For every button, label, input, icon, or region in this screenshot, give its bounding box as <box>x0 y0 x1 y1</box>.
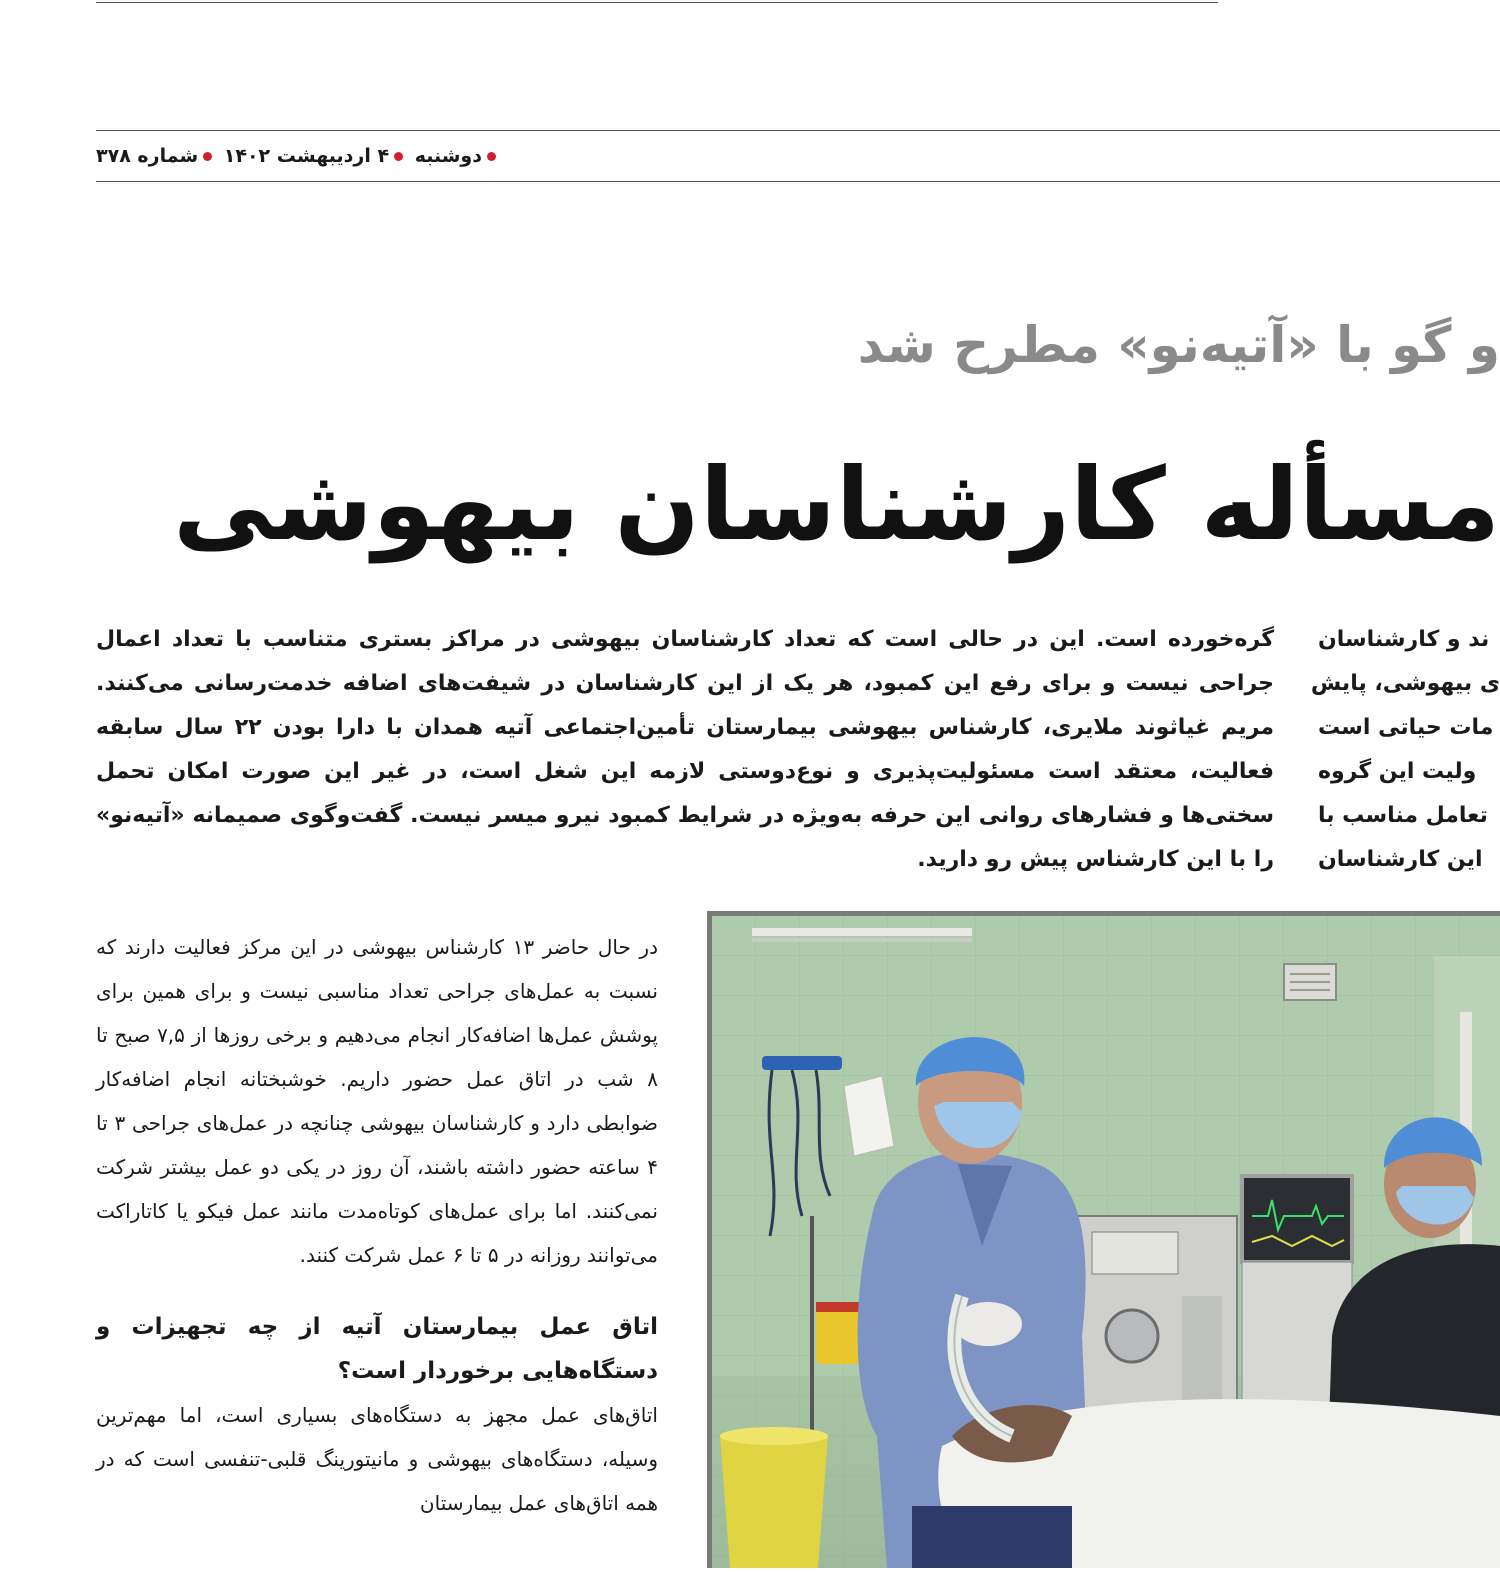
issue-date: ۴ اردیبهشت ۱۴۰۲ <box>223 145 390 167</box>
bullet-icon <box>394 152 403 161</box>
article-title: مسأله کارشناسان بیهوشی <box>173 446 1500 563</box>
lead-cropped-line: ند و کارشناسان <box>1318 627 1490 652</box>
photo-illustration <box>712 916 1500 1568</box>
lead-cropped-line: تعامل مناسب با <box>1318 803 1488 828</box>
interview-question: اتاق عمل بیمارستان آتیه از چه تجهیزات و دستگاه‌هایی برخوردار است؟ <box>96 1314 658 1384</box>
issue-number: شماره ۳۷۸ <box>96 145 199 167</box>
lead-cropped-line: این کارشناسان <box>1318 847 1483 872</box>
article-kicker: و گو با «آتیه‌نو» مطرح شد <box>857 316 1500 374</box>
body-paragraph: در حال حاضر ۱۳ کارشناس بیهوشی در این مرکز فعالیت دارند که نسبت به عمل‌های جراحی تعداد مناسبی نیست و برای همین برای پوشش عمل‌ها اضافه‌کار انجام می‌دهیم و برخی روزها از ۷,۵ صبح تا ۸ شب در اتاق عمل حضور داریم. خوشبختانه انجام اضافه‌کار ضوابطی دارد و کارشناسان بیهوشی چنانچه در عمل‌های جراحی ۳ تا ۴ ساعته حضور داشته باشند، آن روز در یکی دو عمل بیشتر شرکت نمی‌کنند. اما برای عمل‌های کوتاه‌مدت مانند عمل فیکو یا کاتاراکت می‌توانند روزانه در ۵ تا ۶ عمل شرکت کنند. <box>96 935 659 1267</box>
article-lead: گره‌خورده است. این در حالی است که تعداد کارشناسان بیهوشی در مراکز بستری متناسب با تعداد اعمال جراحی نیست و برای رفع این کمبود، هر یک از این کارشناسان در شیفت‌های اضافه خدمت‌رسانی می‌کنند. مریم غیاثوند ملایری، کارشناس بیهوشی بیمارستان تأمین‌اجتماعی آتیه همدان با دارا بودن ۲۲ سال سابقه فعالیت، معتقد است مسئولیت‌پذیری و نوع‌دوستی لازمه این شغل است، در غیر این صورت امکان تحمل سختی‌ها و فشارهای روانی این حرفه به‌ویژه در شرایط کمبود نیرو میسر نیست. گفت‌وگوی صمیمانه «آتیه‌نو» را با این کارشناس پیش رو دارید. <box>96 627 1275 872</box>
bullet-icon <box>203 152 212 161</box>
header-divider-top <box>96 130 1500 131</box>
operating-room-photo <box>707 911 1500 1568</box>
lead-cropped-line: ی بیهوشی، پایش <box>1310 671 1500 696</box>
article-body-column <box>96 925 658 1568</box>
top-divider <box>96 2 1218 3</box>
issue-info-line <box>96 141 526 171</box>
lead-cropped-line: مات حیاتی است <box>1318 715 1494 740</box>
bullet-icon <box>487 152 496 161</box>
body-paragraph: اتاق‌های عمل مجهز به دستگاه‌های بسیاری است، اما مهم‌ترین وسیله، دستگاه‌های بیهوشی و مانیتورینگ قلبی-تنفسی است که در همه اتاق‌های عمل بیمارستان <box>96 1403 658 1515</box>
header-divider-bottom <box>96 181 1500 182</box>
lead-cropped-line: ولیت این گروه <box>1318 759 1477 784</box>
lead-cropped-column <box>1310 618 1500 878</box>
issue-weekday: دوشنبه <box>414 145 482 167</box>
